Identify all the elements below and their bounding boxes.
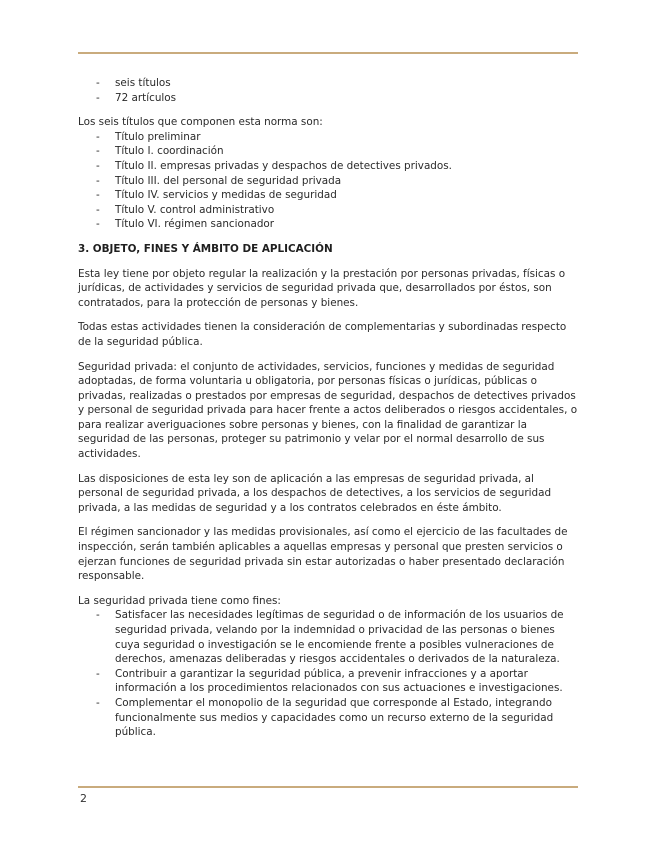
intro-list [78,76,578,105]
list-item: - Satisfacer las necesidades legítimas de seguridad o de información de los usuarios de seguridad privada, velando por la indemnidad o privacidad de las personas o bienes cuya seguridad o investigación se le encomiende frente a posibles vulneraciones de derechos, amenazas deliberadas y riesgos accidentales o derivados de la naturaleza. [78,608,578,666]
page-number: 2 [80,792,87,805]
list-item: - Título V. control administrativo [78,203,578,218]
paragraph: El régimen sancionador y las medidas provisionales, así como el ejercicio de las facultades de inspección, serán también aplicables a aquellas empresas y personal que presten servicios o ejerzan funciones de seguridad privada sin estar autorizadas o haber presentado declaración responsable. [78,526,568,583]
paragraph: Las disposiciones de esta ley son de aplicación a las empresas de seguridad privada, al personal de seguridad privada, a los despachos de detectives, a los servicios de seguridad privada, a las medidas de seguridad y a los contratos celebrados en éste ámbito. [78,472,552,514]
list-item: - Título VI. régimen sancionador [78,217,578,232]
paragraph: Todas estas actividades tienen la consideración de complementarias y subordinadas respecto de la seguridad pública. [78,321,567,348]
list-item: - Título III. del personal de seguridad privada [78,174,578,189]
titles-intro: Los seis títulos que componen esta norma son: [78,116,323,129]
paragraph: Seguridad privada: el conjunto de actividades, servicios, funciones y medidas de seguridad adoptadas, de forma voluntaria u obligatoria, por personas físicas o jurídicas, públicas o privadas, realizadas o prestados por empresas de seguridad, despachos de detectives privados y personal de seguridad privada para hacer frente a actos deliberados o riesgos accidentales, o para realizar averiguaciones sobre personas y bienes, con la finalidad de garantizar la seguridad de las personas, proteger su patrimonio y velar por el normal desarrollo de sus actividades. [78,360,578,461]
fines-list [78,608,578,739]
section-heading: 3. OBJETO, FINES Y ÁMBITO DE APLICACIÓN [78,242,333,255]
list-item: - Título I. coordinación [78,144,578,159]
list-item: - Título II. empresas privadas y despachos de detectives privados. [78,159,578,174]
paragraph: La seguridad privada tiene como fines: [78,594,281,607]
header-rule [78,52,578,54]
list-item: - Título IV. servicios y medidas de seguridad [78,188,578,203]
titles-list [78,130,578,232]
list-item: - Título preliminar [78,130,578,145]
list-item: - 72 artículos [78,91,578,106]
list-item: - Contribuir a garantizar la seguridad pública, a prevenir infracciones y a aportar información a los procedimientos relacionados con sus actuaciones e investigaciones. [78,667,578,696]
paragraph: Esta ley tiene por objeto regular la realización y la prestación por personas privadas, físicas o jurídicas, de actividades y servicios de seguridad privada que, desarrollados por éstos, son contratados, para la protección de personas y bienes. [78,267,566,309]
page-content [78,76,578,740]
footer-rule [78,786,578,788]
list-item: - Complementar el monopolio de la seguridad que corresponde al Estado, integrando funcionalmente sus medios y capacidades como un recurso externo de la seguridad pública. [78,696,578,740]
list-item: - seis títulos [78,76,578,91]
